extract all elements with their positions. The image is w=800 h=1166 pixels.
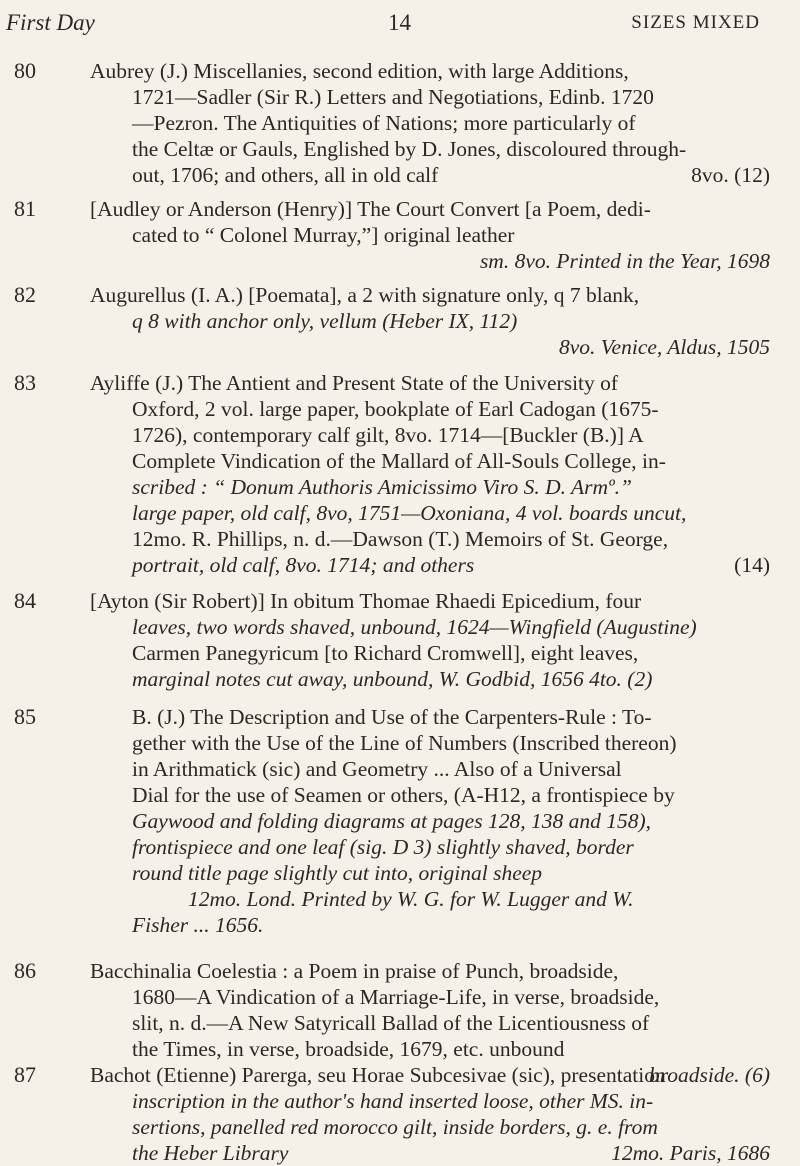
lot-text-line: frontispiece and one leaf (sig. D 3) slightly shaved, border [132,835,634,859]
lot-text-line: [Audley or Anderson (Henry)] The Court Convert [a Poem, dedi- [90,197,651,221]
lot-text-line: large paper, old calf, 8vo, 1751—Oxoniana, 4 vol. boards uncut, [132,501,687,525]
lot-text-line: 1680—A Vindication of a Marriage-Life, in verse, broadside, [132,985,660,1009]
lot-text-line: Carmen Panegyricum [to Richard Cromwell], eight leaves, [132,641,639,665]
lot-text-line: round title page slightly cut into, original sheep [132,861,543,885]
lot-text-line: Dial for the use of Seamen or others, (A-H12, a frontispiece by [132,783,675,807]
lot-text-line: inscription in the author's hand inserted loose, other MS. in- [132,1089,654,1113]
running-head-left: First Day [6,10,95,35]
lot-text-line: [Ayton (Sir Robert)] In obitum Thomae Rhaedi Epicedium, four [90,589,642,613]
lot-text-line: portrait, old calf, 8vo. 1714; and others [132,553,475,577]
lot-text-line: 1726), contemporary calf gilt, 8vo. 1714—[Buckler (B.)] A [132,423,644,447]
lot-format-imprint: 12mo. Lond. Printed by W. G. for W. Lugger and W. [188,887,634,911]
lot-format-size: 8vo. (12) [691,163,770,187]
page-number: 14 [388,10,411,35]
lot-text-line: slit, n. d.—A New Satyricall Ballad of the Licentiousness of [132,1011,650,1035]
lot-text-line: Augurellus (I. A.) [Poemata], a 2 with signature only, q 7 blank, [90,283,640,307]
lot-text-line: —Pezron. The Antiquities of Nations; more particularly of [132,111,636,135]
lot-number: 87 [14,1062,36,1087]
lot-text-line: the Heber Library [132,1141,289,1165]
lot-text-line: the Celtæ or Gauls, Englished by D. Jones, discoloured through- [132,137,687,161]
lot-text-line: marginal notes cut away, unbound, W. Godbid, 1656 4to. (2) [132,667,653,691]
lot-text-line: leaves, two words shaved, unbound, 1624—Wingfield (Augustine) [132,615,697,639]
lot-number: 80 [14,58,36,83]
lot-text-line: 12mo. R. Phillips, n. d.—Dawson (T.) Memoirs of St. George, [132,527,669,551]
lot-text-line: sertions, panelled red morocco gilt, inside borders, g. e. from [132,1115,658,1139]
lot-text-line: Ayliffe (J.) The Antient and Present State of the University of [90,371,619,395]
lot-format-imprint: 12mo. Paris, 1686 [611,1141,770,1165]
lot-number: 81 [14,196,36,221]
lot-text-line: cated to “ Colonel Murray,”] original leather [132,223,515,247]
lot-text-line: Complete Vindication of the Mallard of All-Souls College, in- [132,449,666,473]
lot-text-line: Oxford, 2 vol. large paper, bookplate of Earl Cadogan (1675- [132,397,659,421]
lot-text-line: scribed : “ Donum Authoris Amicissimo Viro S. D. Armº.” [132,475,633,499]
page-header [0,6,800,46]
lot-text-line: gether with the Use of the Line of Numbers (Inscribed thereon) [132,731,677,755]
lot-number: 83 [14,370,36,395]
lot-count: (14) [734,553,770,577]
lot-format-imprint: 8vo. Venice, Aldus, 1505 [559,335,770,359]
lot-text-line: 1721—Sadler (Sir R.) Letters and Negotiations, Edinb. 1720 [132,85,654,109]
lot-text-line: q 8 with anchor only, vellum (Heber IX, 112) [132,309,518,333]
lot-number: 84 [14,588,36,613]
lot-text-line: Fisher ... 1656. [132,913,264,937]
lot-number: 85 [14,704,36,729]
lot-text-line: B. (J.) The Description and Use of the Carpenters-Rule : To- [132,705,652,729]
lot-text-line: Bacchinalia Coelestia : a Poem in praise of Punch, broadside, [90,959,619,983]
lot-text-line: in Arithmatick (sic) and Geometry ... Also of a Universal [132,757,622,781]
lot-text-line: Bachot (Etienne) Parerga, seu Horae Subcesivae (sic), presentation [90,1063,666,1087]
running-head-right: SIZES MIXED [631,12,760,33]
lot-format-imprint: sm. 8vo. Printed in the Year, 1698 [479,249,770,273]
lot-text-line: the Times, in verse, broadside, 1679, etc. unbound [132,1037,565,1061]
lot-text-line: Gaywood and folding diagrams at pages 128, 138 and 158), [132,809,651,833]
lot-format-count: broadside. (6) [648,1063,770,1087]
lot-text-line: Aubrey (J.) Miscellanies, second edition, with large Additions, [90,59,629,83]
lot-text-line: out, 1706; and others, all in old calf [132,163,439,187]
lot-number: 82 [14,282,36,307]
lot-number: 86 [14,958,36,983]
